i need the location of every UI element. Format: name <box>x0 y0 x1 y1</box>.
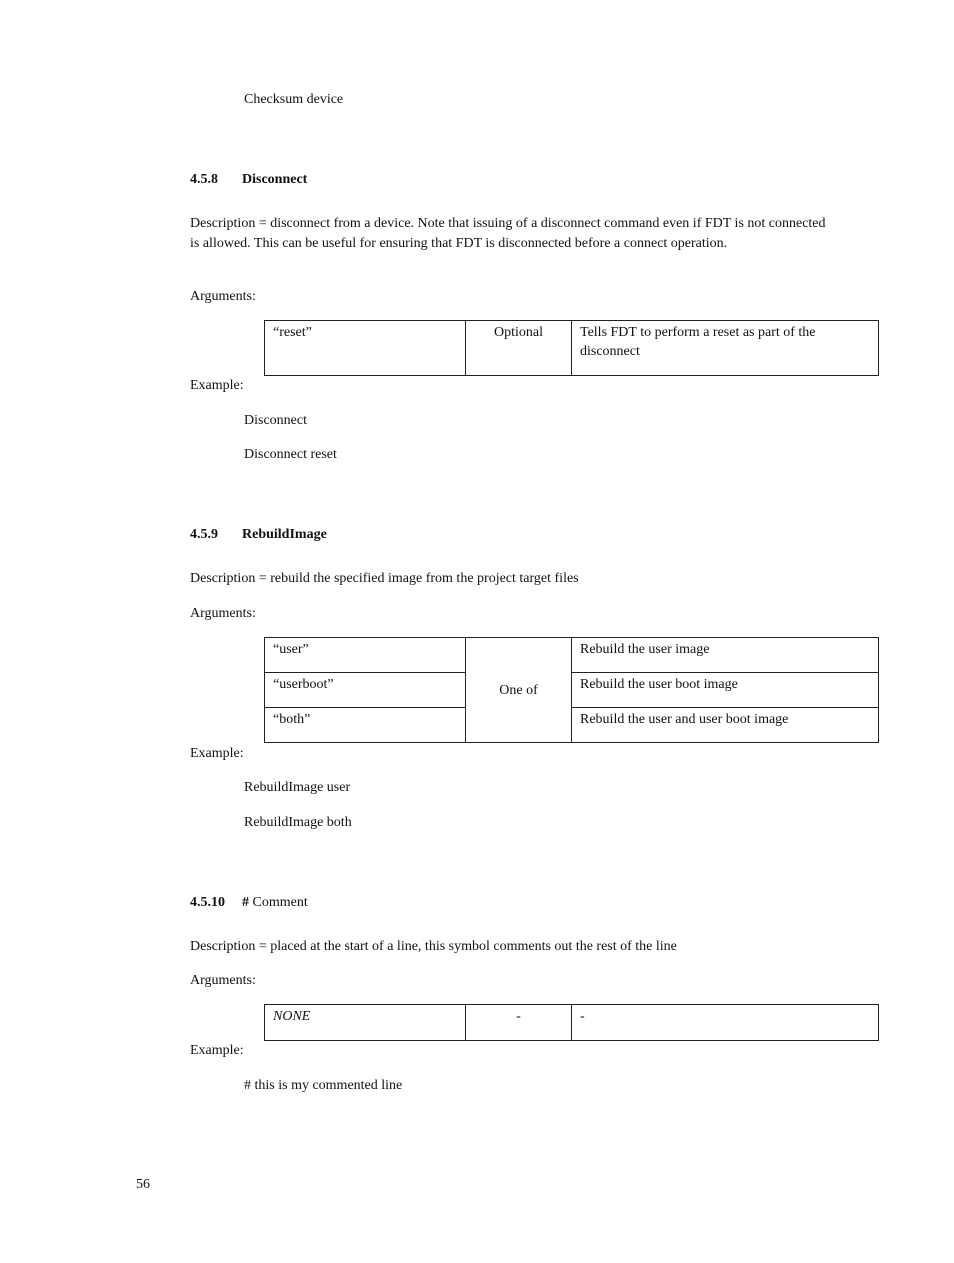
table-row <box>265 638 879 673</box>
arguments-label: Arguments: <box>190 973 256 988</box>
argument-name: “reset” <box>265 321 466 376</box>
argument-meaning: Tells FDT to perform a reset as part of the disconnect <box>572 321 879 376</box>
example-label: Example: <box>190 378 244 393</box>
section-title: Comment <box>252 895 308 910</box>
argument-name: “both” <box>265 708 466 743</box>
section-number: 4.5.10 <box>190 895 225 910</box>
arguments-table-disconnect <box>264 320 879 376</box>
section-title: Disconnect <box>242 172 308 187</box>
argument-name: “userboot” <box>265 673 466 708</box>
comment-symbol: # <box>242 895 249 910</box>
argument-name: “user” <box>265 638 466 673</box>
example-label: Example: <box>190 1043 244 1058</box>
example-label: Example: <box>190 746 244 761</box>
section-title: RebuildImage <box>242 527 327 542</box>
example-line: # this is my commented line <box>244 1078 403 1093</box>
section-description: Description = rebuild the specified image from the project target files <box>190 571 579 586</box>
argument-meaning: Rebuild the user and user boot image <box>572 708 879 743</box>
argument-requirement: One of <box>466 638 572 743</box>
example-line: RebuildImage user <box>244 780 351 795</box>
arguments-label: Arguments: <box>190 606 256 621</box>
argument-meaning: Rebuild the user boot image <box>572 673 879 708</box>
table-row <box>265 321 879 376</box>
argument-meaning: - <box>572 1005 879 1041</box>
section-heading-disconnect <box>190 170 307 189</box>
argument-requirement: Optional <box>466 321 572 376</box>
arguments-table-rebuildimage <box>264 637 879 743</box>
section-number: 4.5.9 <box>190 527 218 542</box>
section-description: Description = placed at the start of a line, this symbol comments out the rest of the line <box>190 939 677 954</box>
arguments-label: Arguments: <box>190 289 256 304</box>
section-description: Description = disconnect from a device. Note that issuing of a disconnect command even if FDT is not connected is allowed. This can be useful for ensuring that FDT is disconnected before a connect operation. <box>190 216 826 251</box>
example-line: RebuildImage both <box>244 815 352 830</box>
argument-meaning: Rebuild the user image <box>572 638 879 673</box>
intro-example: Checksum device <box>244 92 344 107</box>
arguments-table-comment <box>264 1004 879 1041</box>
page-number: 56 <box>136 1177 150 1192</box>
section-number: 4.5.8 <box>190 172 218 187</box>
table-row <box>265 1005 879 1041</box>
section-heading-comment <box>190 893 308 912</box>
example-line: Disconnect <box>244 413 307 428</box>
argument-requirement: - <box>466 1005 572 1041</box>
section-heading-rebuildimage <box>190 525 327 544</box>
example-line: Disconnect reset <box>244 447 337 462</box>
table-row <box>265 708 879 743</box>
argument-name: NONE <box>265 1005 466 1041</box>
table-row <box>265 673 879 708</box>
